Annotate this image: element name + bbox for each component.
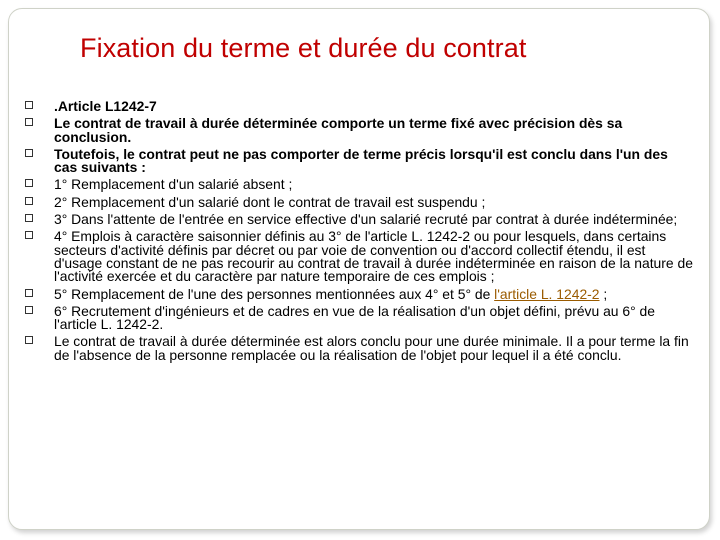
square-bullet-icon: [25, 179, 33, 187]
list-item: [22, 230, 694, 283]
item-text: 6° Recrutement d'ingénieurs et de cadres en vue de la réalisation d'un objet défini, prévu au 6° de l'article L. 1242-2.: [54, 302, 655, 333]
bullet-list: [22, 100, 694, 366]
list-item: [22, 145, 694, 176]
list-item: [22, 117, 694, 144]
item-suffix: ;: [599, 285, 608, 302]
square-bullet-icon: [25, 197, 33, 205]
square-bullet-icon: [25, 231, 33, 239]
square-bullet-icon: [25, 306, 33, 314]
square-bullet-icon: [25, 214, 33, 222]
list-item: [22, 302, 694, 333]
article-link[interactable]: l'article L. 1242-2: [494, 285, 600, 302]
list-item: [22, 285, 694, 302]
square-bullet-icon: [25, 336, 33, 344]
item-text: 5° Remplacement de l'une des personnes mentionnées aux 4° et 5° de: [54, 285, 495, 302]
item-text: 2° Remplacement d'un salarié dont le contrat de travail est suspendu ;: [54, 193, 486, 210]
list-item: [22, 193, 694, 210]
list-item: [22, 335, 694, 362]
item-text: Article L1242-7: [57, 98, 157, 114]
list-item: [22, 100, 694, 113]
item-text: Le contrat de travail à durée déterminée est alors conclu pour une durée minimale. Il a pour terme la fin de l'absence de la personne remplacée ou la réalisation de l'objet pour lequel il a été conclu.: [54, 333, 689, 363]
square-bullet-icon: [25, 101, 33, 109]
slide-title: Fixation du terme et durée du contrat: [80, 33, 527, 63]
square-bullet-icon: [25, 118, 33, 126]
square-bullet-icon: [25, 149, 33, 157]
square-bullet-icon: [25, 289, 33, 297]
list-item: [22, 213, 694, 226]
item-text: Le contrat de travail à durée déterminée comporte un terme fixé avec précision dès sa conclusion.: [54, 115, 623, 145]
item-text: 1° Remplacement d'un salarié absent ;: [54, 176, 293, 193]
item-text: 3° Dans l'attente de l'entrée en service effective d'un salarié recruté par contrat à durée indéterminée;: [54, 211, 678, 228]
item-text: 4° Emplois à caractère saisonnier définis au 3° de l'article L. 1242-2 ou pour lesquels, dans certains secteurs d'activité définis par décret ou par voie de convention ou d'accord collectif étendu, il est d'usage constant de ne pas recourir au contrat de travail à durée indéterminée en raison de la nature de l'activité exercée et du caractère par nature temporaire de ces emplois ;: [54, 228, 693, 285]
list-item: [22, 178, 694, 191]
item-prefix: .: [54, 98, 58, 114]
item-text: Toutefois, le contrat peut ne pas comporter de terme précis lorsqu'il est conclu dans l'un des cas suivants :: [54, 145, 668, 176]
